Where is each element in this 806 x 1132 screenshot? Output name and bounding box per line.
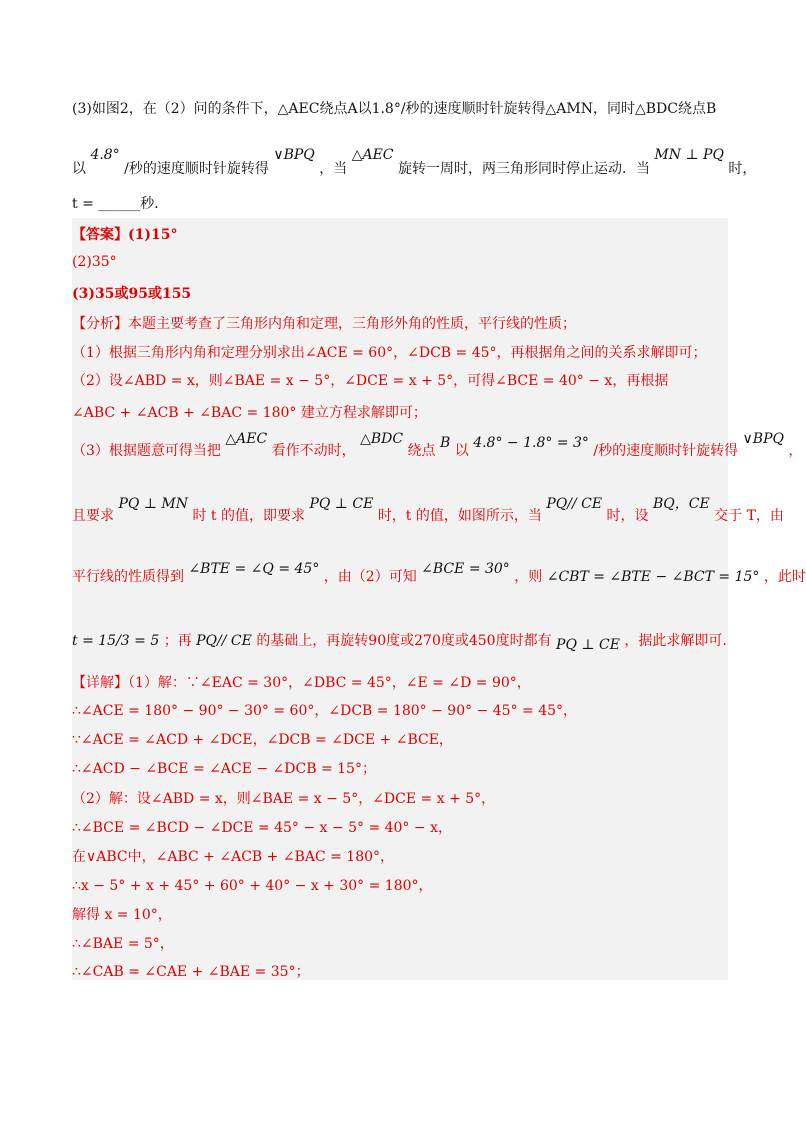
- triangle: ∨BPQ: [742, 431, 784, 447]
- text: （3）根据题意可得当把: [72, 443, 221, 459]
- q-text: 旋转一周时，两三角形同时停止运动．当: [397, 161, 650, 177]
- detail-line: ∴∠ACE = 180° − 90° − 30° = 60°，∠DCB = 180° − 90° − 45° = 45°，: [72, 703, 578, 719]
- question-line-1: (3)如图2，在（2）问的条件下，△AEC绕点A以1.8°/秒的速度顺时针旋转得△AMN，同时△BDC绕点B: [72, 101, 717, 117]
- text: 的基础上，再旋转90度或270度或450度时都有: [256, 633, 552, 649]
- analysis-p2: （2）设∠ABD = x，则∠BAE = x − 5°，∠DCE = x + 5°，可得∠BCE = 40° − x，再根据: [72, 373, 669, 389]
- detail-title: 【详解】（1）解：∵∠EAC = 30°，∠DBC = 45°，∠E = ∠D = 90°，: [72, 675, 531, 691]
- analysis-p6: [72, 630, 727, 653]
- text: 看作不动时，: [271, 443, 356, 459]
- analysis-title: 【分析】本题主要考查了三角形内角和定理，三角形外角的性质，平行线的性质；: [72, 316, 576, 332]
- q-text: 时，: [728, 161, 757, 177]
- text: 时，设: [606, 508, 649, 524]
- answer-3: (3)35或95或155: [72, 286, 192, 302]
- equation: ∠BCE = 30°: [421, 561, 510, 577]
- equation: ∠CBT = ∠BTE − ∠BCT = 15°: [546, 569, 760, 585]
- detail-line: ∴∠BCE = ∠BCD − ∠DCE = 45° − x − 5° = 40° − x，: [72, 820, 452, 836]
- q-condition: MN ⊥ PQ: [654, 147, 724, 163]
- detail-line: ∴x − 5° + x + 45° + 60° + 40° − x + 30° = 180°，: [72, 878, 433, 894]
- q-text: ，当: [319, 161, 348, 177]
- condition: PQ ⊥ CE: [556, 637, 620, 653]
- triangle: △AEC: [225, 431, 268, 447]
- answer-label: 【答案】: [72, 227, 128, 243]
- condition: PQ// CE: [546, 496, 603, 512]
- q-triangle: △AEC: [351, 147, 394, 163]
- condition: PQ// CE: [196, 633, 252, 649]
- detail-line: 在∨ABC中，∠ABC + ∠ACB + ∠BAC = 180°，: [72, 849, 395, 865]
- analysis-p2b: ∠ABC + ∠ACB + ∠BAC = 180° 建立方程求解即可；: [72, 405, 427, 421]
- text: 平行线的性质得到: [72, 569, 184, 585]
- detail-line: ∴∠BAE = 5°，: [72, 936, 174, 952]
- q-text: /秒的速度顺时针旋转得: [124, 161, 269, 177]
- analysis-p1: （1）根据三角形内角和定理分别求出∠ACE = 60°，∠DCB = 45°，再根据角之间的关系求解即可；: [72, 345, 707, 361]
- t-value: t = 15/3 = 5: [72, 633, 160, 649]
- text: ，此时: [763, 569, 806, 585]
- triangle: △BDC: [360, 431, 404, 447]
- speed: 4.8° − 1.8° = 3°: [473, 435, 589, 451]
- answer-1: (1)15°: [128, 227, 178, 243]
- detail-line: ∴∠ACD − ∠BCE = ∠ACE − ∠DCB = 15°；: [72, 761, 376, 777]
- q-triangle: ∨BPQ: [273, 147, 315, 163]
- q-text: 以: [72, 161, 86, 177]
- answer-line-1: [72, 224, 177, 244]
- text: 绕点: [407, 443, 436, 459]
- detail-line: ∴∠CAB = ∠CAE + ∠BAE = 35°；: [72, 964, 310, 980]
- q-speed: 4.8°: [90, 147, 120, 163]
- detail-line: （2）解：设∠ABD = x，则∠BAE = x − 5°，∠DCE = x + 5°，: [72, 791, 496, 807]
- analysis-p4: [72, 496, 784, 525]
- point: B: [440, 435, 451, 451]
- analysis-p5: [72, 561, 806, 586]
- text: ；再: [163, 633, 192, 649]
- condition: PQ ⊥ MN: [118, 496, 189, 512]
- text: 以: [454, 443, 469, 459]
- text: 且要求: [72, 508, 114, 524]
- text: 时，t 的值，如图所示，当: [377, 508, 542, 524]
- text: 时 t 的值，即要求: [192, 508, 305, 524]
- text: ，: [788, 443, 803, 459]
- text: ，由（2）可知: [323, 569, 417, 585]
- text: /秒的速度顺时针旋转得: [593, 443, 739, 459]
- analysis-p3: [72, 431, 803, 460]
- text: 交于 T，由: [714, 508, 784, 524]
- equation: ∠BTE = ∠Q = 45°: [188, 561, 320, 577]
- text: ，则: [514, 569, 543, 585]
- detail-line: 解得 x = 10°，: [72, 907, 172, 923]
- detail-line: ∵∠ACE = ∠ACD + ∠DCE，∠DCB = ∠DCE + ∠BCE，: [72, 732, 453, 748]
- question-line-2: [72, 147, 757, 178]
- lines: BQ，CE: [652, 496, 710, 512]
- question-line-3: t = ______秒．: [72, 196, 169, 212]
- condition: PQ ⊥ CE: [309, 496, 374, 512]
- text: ，据此求解即可.: [624, 633, 727, 649]
- answer-2: (2)35°: [72, 254, 117, 270]
